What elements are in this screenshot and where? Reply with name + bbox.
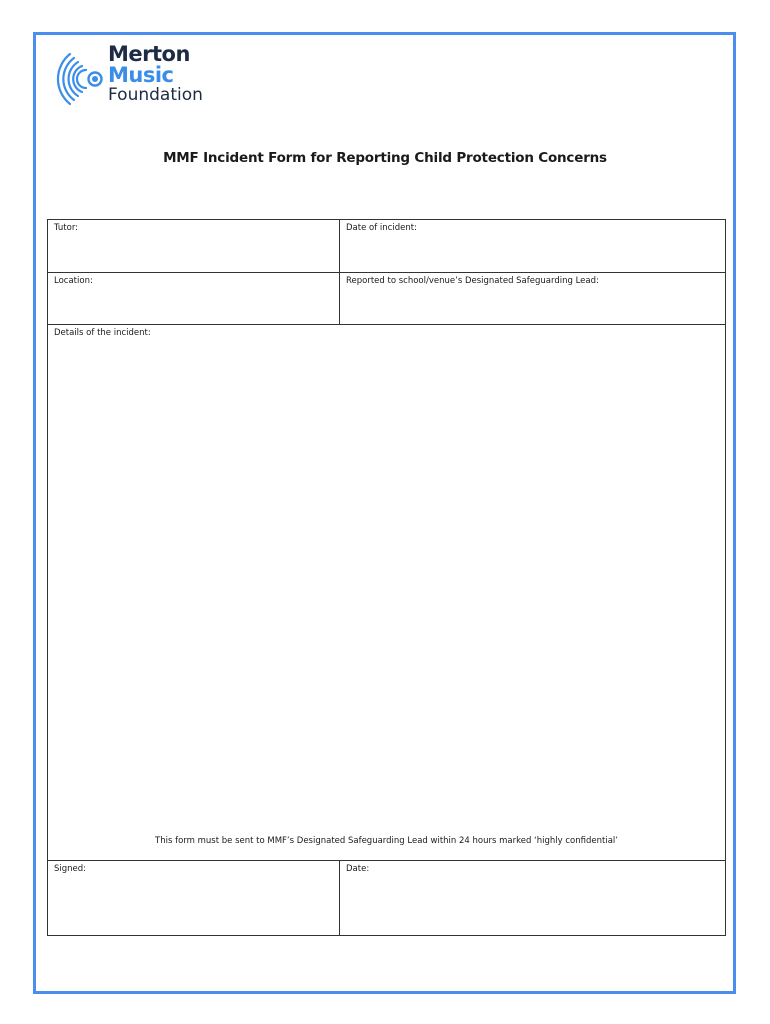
location-field[interactable] xyxy=(48,273,339,324)
soundwave-logo-icon xyxy=(50,48,110,110)
logo-text-music: Music xyxy=(108,63,174,87)
signed-field[interactable] xyxy=(48,861,339,936)
reported-to-dsl-field[interactable] xyxy=(340,273,725,324)
date-field[interactable] xyxy=(340,861,725,936)
submission-notice: This form must be sent to MMF’s Designated Safeguarding Lead within 24 hours marked ‘highly confidential’ xyxy=(155,836,618,846)
form-title: MMF Incident Form for Reporting Child Protection Concerns xyxy=(163,150,607,166)
tutor-label: Tutor: xyxy=(54,223,79,233)
reported-to-dsl-label: Reported to school/venue’s Designated Safeguarding Lead: xyxy=(346,276,599,286)
date-label: Date: xyxy=(346,864,370,874)
details-of-incident-label: Details of the incident: xyxy=(54,328,151,338)
merton-music-foundation-logo xyxy=(50,44,230,112)
signed-label: Signed: xyxy=(54,864,87,874)
tutor-field[interactable] xyxy=(48,220,339,272)
incident-form-table xyxy=(47,219,726,936)
location-label: Location: xyxy=(54,276,93,286)
logo-wordmark xyxy=(108,44,203,104)
date-of-incident-label: Date of incident: xyxy=(346,223,417,233)
logo-text-foundation: Foundation xyxy=(108,85,203,105)
details-of-incident-field[interactable] xyxy=(48,325,725,860)
date-of-incident-field[interactable] xyxy=(340,220,725,272)
logo-text-merton: Merton xyxy=(108,42,190,66)
